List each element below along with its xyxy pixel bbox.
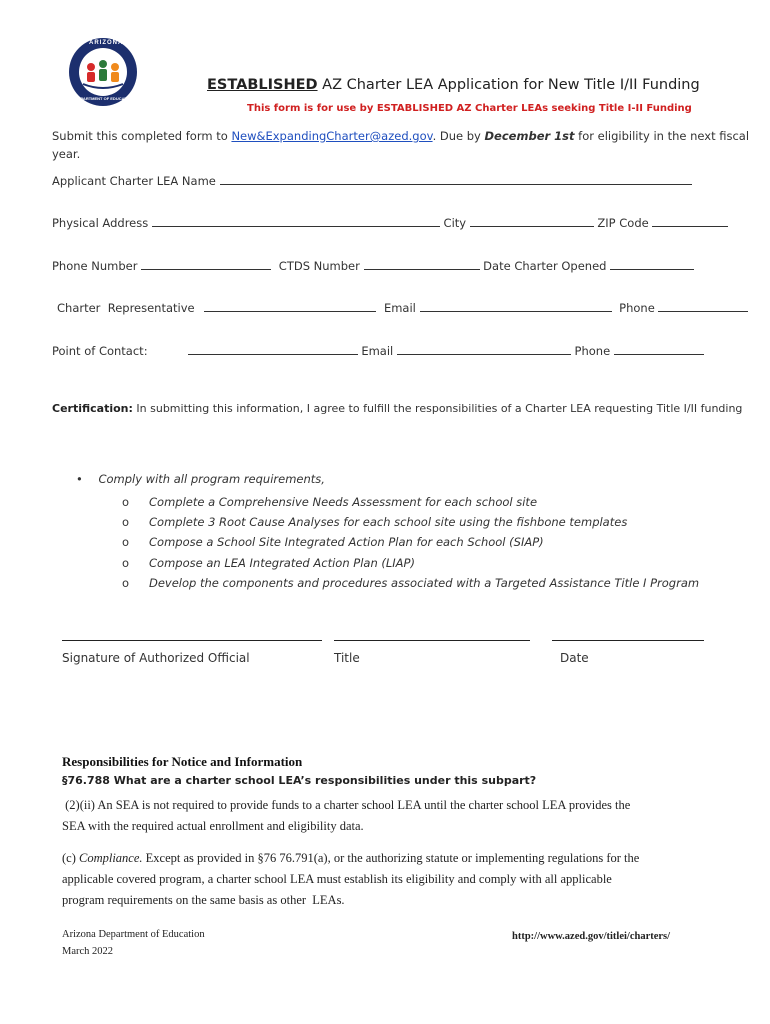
date-label: Date	[560, 651, 589, 665]
para2-line1	[62, 851, 639, 866]
para2-line2: applicable covered program, a charter school LEA must establish its eligibility and comply with all applicable	[62, 872, 612, 886]
responsibilities-heading: Responsibilities for Notice and Information	[62, 754, 303, 769]
intro-deadline: December 1st	[484, 129, 575, 143]
footer-date: March 2022	[62, 946, 114, 957]
list-item-text: Complete 3 Root Cause Analyses for each school site using the fishbone templates	[149, 515, 628, 530]
ade-logo	[67, 36, 139, 108]
requirements-main	[76, 472, 325, 486]
field-row-contact	[52, 344, 704, 358]
certification-statement	[52, 402, 742, 415]
bullet-icon: •	[76, 472, 83, 486]
field-row-rep	[57, 301, 748, 315]
title-established: ESTABLISHED	[207, 77, 318, 93]
footer-org: Arizona Department of Education	[62, 929, 205, 940]
date-line[interactable]	[552, 640, 704, 641]
logo-text-top: ARIZONA	[89, 40, 124, 46]
list-item	[122, 532, 699, 552]
ctds-field[interactable]	[364, 259, 480, 270]
city-field[interactable]	[470, 216, 594, 227]
signature-label: Signature of Authorized Official	[62, 651, 250, 665]
signature-line[interactable]	[62, 640, 322, 641]
certification-text: In submitting this information, I agree to fulfill the responsibilities of a Charter LEA requesting Title I/II funding	[132, 402, 743, 415]
title-rest: AZ Charter LEA Application for New Title I/II Funding	[317, 77, 700, 93]
intro-line1	[52, 129, 749, 143]
rep-phone-field[interactable]	[658, 301, 748, 312]
sub-bullet-icon: o	[122, 555, 130, 570]
list-item	[122, 492, 699, 512]
list-item-text: Develop the components and procedures associated with a Targeted Assistance Title I Program	[149, 575, 700, 590]
list-item	[122, 573, 699, 593]
para2-prefix: (c)	[62, 851, 79, 865]
title-label: Title	[334, 651, 360, 665]
rep-phone-label: Phone	[619, 301, 655, 315]
title-line[interactable]	[334, 640, 530, 641]
rep-email-field[interactable]	[420, 301, 612, 312]
field-row-address	[52, 216, 728, 230]
rep-label: Charter Representative	[57, 301, 195, 315]
requirements-list	[122, 492, 699, 593]
certification-label: Certification:	[52, 402, 133, 415]
address-field[interactable]	[152, 216, 440, 227]
intro-suffix: for eligibility in the next fiscal	[574, 129, 750, 143]
lea-name-field[interactable]	[220, 174, 692, 185]
contact-phone-field[interactable]	[614, 344, 704, 355]
sub-bullet-icon: o	[122, 515, 130, 530]
logo-text-bottom: DEPARTMENT OF EDUCATION	[75, 96, 134, 101]
date-opened-field[interactable]	[610, 259, 694, 270]
footer-url[interactable]: http://www.azed.gov/titlei/charters/	[512, 931, 671, 942]
para2-line1-rest: Except as provided in §76 76.791(a), or the authorizing statute or implementing regulations for the	[142, 851, 640, 865]
contact-phone-label: Phone	[574, 344, 611, 358]
sub-bullet-icon: o	[122, 575, 130, 590]
para1-line1: (2)(ii) An SEA is not required to provide funds to a charter school LEA until the charter school LEA provides the	[62, 798, 631, 812]
date-opened-label: Date Charter Opened	[483, 259, 607, 273]
contact-field[interactable]	[188, 344, 358, 355]
field-row-phone	[52, 259, 694, 273]
phone-number-field[interactable]	[141, 259, 271, 270]
list-item-text: Complete a Comprehensive Needs Assessment for each school site	[149, 495, 538, 509]
sub-bullet-icon: o	[122, 535, 130, 550]
para2-label: Compliance.	[79, 851, 143, 865]
intro-middle: . Due by	[432, 129, 485, 143]
requirements-main-text: Comply with all program requirements,	[98, 472, 325, 486]
page-title	[207, 77, 700, 93]
responsibilities-question: §76.788 What are a charter school LEA’s responsibilities under this subpart?	[62, 774, 537, 787]
intro-line2: year.	[52, 147, 81, 161]
city-label: City	[443, 216, 467, 230]
phone-number-label: Phone Number	[52, 259, 138, 273]
ctds-label: CTDS Number	[278, 259, 360, 273]
list-item	[122, 553, 699, 573]
para1-line2: SEA with the required actual enrollment and eligibility data.	[62, 819, 364, 833]
contact-email-field[interactable]	[397, 344, 571, 355]
intro-prefix: Submit this completed form to	[52, 129, 232, 143]
submission-email-link[interactable]: New&ExpandingCharter@azed.gov	[231, 129, 433, 143]
list-item	[122, 512, 699, 532]
contact-email-label: Email	[361, 344, 394, 358]
list-item-text: Compose a School Site Integrated Action Plan for each School (SIAP)	[149, 535, 544, 550]
contact-label: Point of Contact:	[52, 344, 148, 358]
list-item-text: Compose an LEA Integrated Action Plan (LIAP)	[149, 555, 415, 570]
sub-bullet-icon: o	[122, 495, 130, 509]
field-row-lea	[52, 174, 692, 188]
rep-field[interactable]	[204, 301, 376, 312]
para2-line3: program requirements on the same basis as other LEAs.	[62, 893, 345, 907]
rep-email-label: Email	[383, 301, 416, 315]
zip-label: ZIP Code	[597, 216, 649, 230]
zip-field[interactable]	[652, 216, 728, 227]
lea-name-label: Applicant Charter LEA Name	[52, 174, 216, 188]
address-label: Physical Address	[52, 216, 149, 230]
page-subtitle: This form is for use by ESTABLISHED AZ Charter LEAs seeking Title I-II Funding	[247, 103, 692, 114]
